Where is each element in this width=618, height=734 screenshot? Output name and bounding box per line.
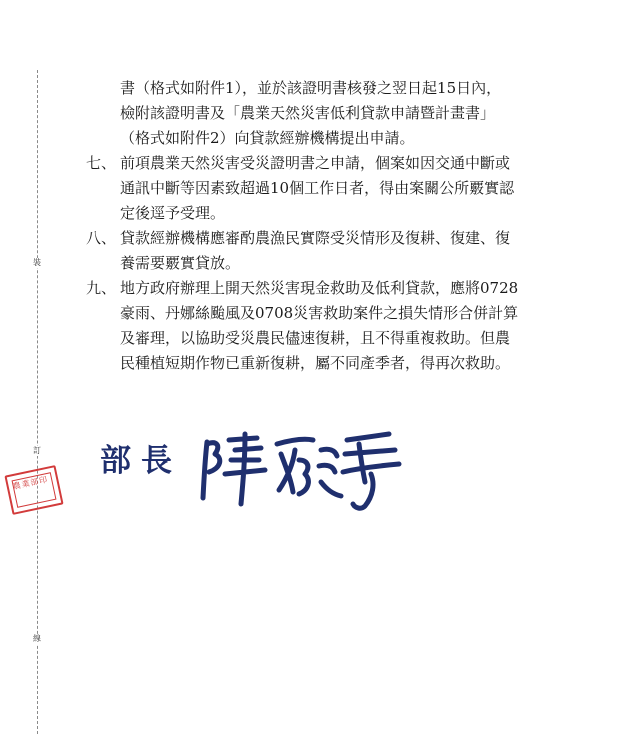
- binding-mark-xian: 線: [33, 634, 41, 643]
- binding-mark-zhuang: 裝: [33, 258, 41, 267]
- minister-title: 部長: [100, 443, 182, 479]
- item-number: 七、: [86, 154, 117, 172]
- official-seal: [4, 465, 63, 515]
- item-number: 八、: [86, 229, 117, 247]
- item-line: 前項農業天然災害受災證明書之申請，個案如因交通中斷或: [120, 154, 511, 172]
- item-number: 九、: [86, 279, 117, 297]
- item-line: 民種植短期作物已重新復耕，屬不同產季者，得再次救助。: [120, 354, 511, 372]
- item-line: 地方政府辦理上開天然災害現金救助及低利貸款，應將0728: [120, 279, 519, 297]
- signature-block: [100, 420, 420, 520]
- binding-mark-ding: 訂: [33, 446, 41, 455]
- list-item-9: [86, 276, 566, 301]
- item-line: 養需要覈實貸放。: [120, 254, 241, 272]
- list-item-8: [86, 226, 566, 251]
- seal-text: 農業部印: [11, 474, 50, 492]
- item-line: 豪雨、丹娜絲颱風及0708災害救助案件之損失情形合併計算: [120, 304, 519, 322]
- document-body: [86, 76, 566, 376]
- item-line: 通訊中斷等因素致超過10個工作日者，得由案關公所覈實認: [120, 179, 515, 197]
- list-item-7: [86, 151, 566, 176]
- paragraph-line: 檢附該證明書及「農業天然災害低利貸款申請暨計畫書」: [120, 104, 496, 122]
- paragraph-line: 書（格式如附件1），並於該證明書核發之翌日起15日內，: [120, 79, 502, 97]
- handwritten-signature: [195, 420, 415, 515]
- paragraph-line: （格式如附件2）向貸款經辦機構提出申請。: [120, 129, 415, 147]
- item-line: 定後逕予受理。: [120, 204, 226, 222]
- item-line: 貸款經辦機構應審酌農漁民實際受災情形及復耕、復建、復: [120, 229, 511, 247]
- item-line: 及審理，以協助受災農民儘速復耕，且不得重複救助。但農: [120, 329, 511, 347]
